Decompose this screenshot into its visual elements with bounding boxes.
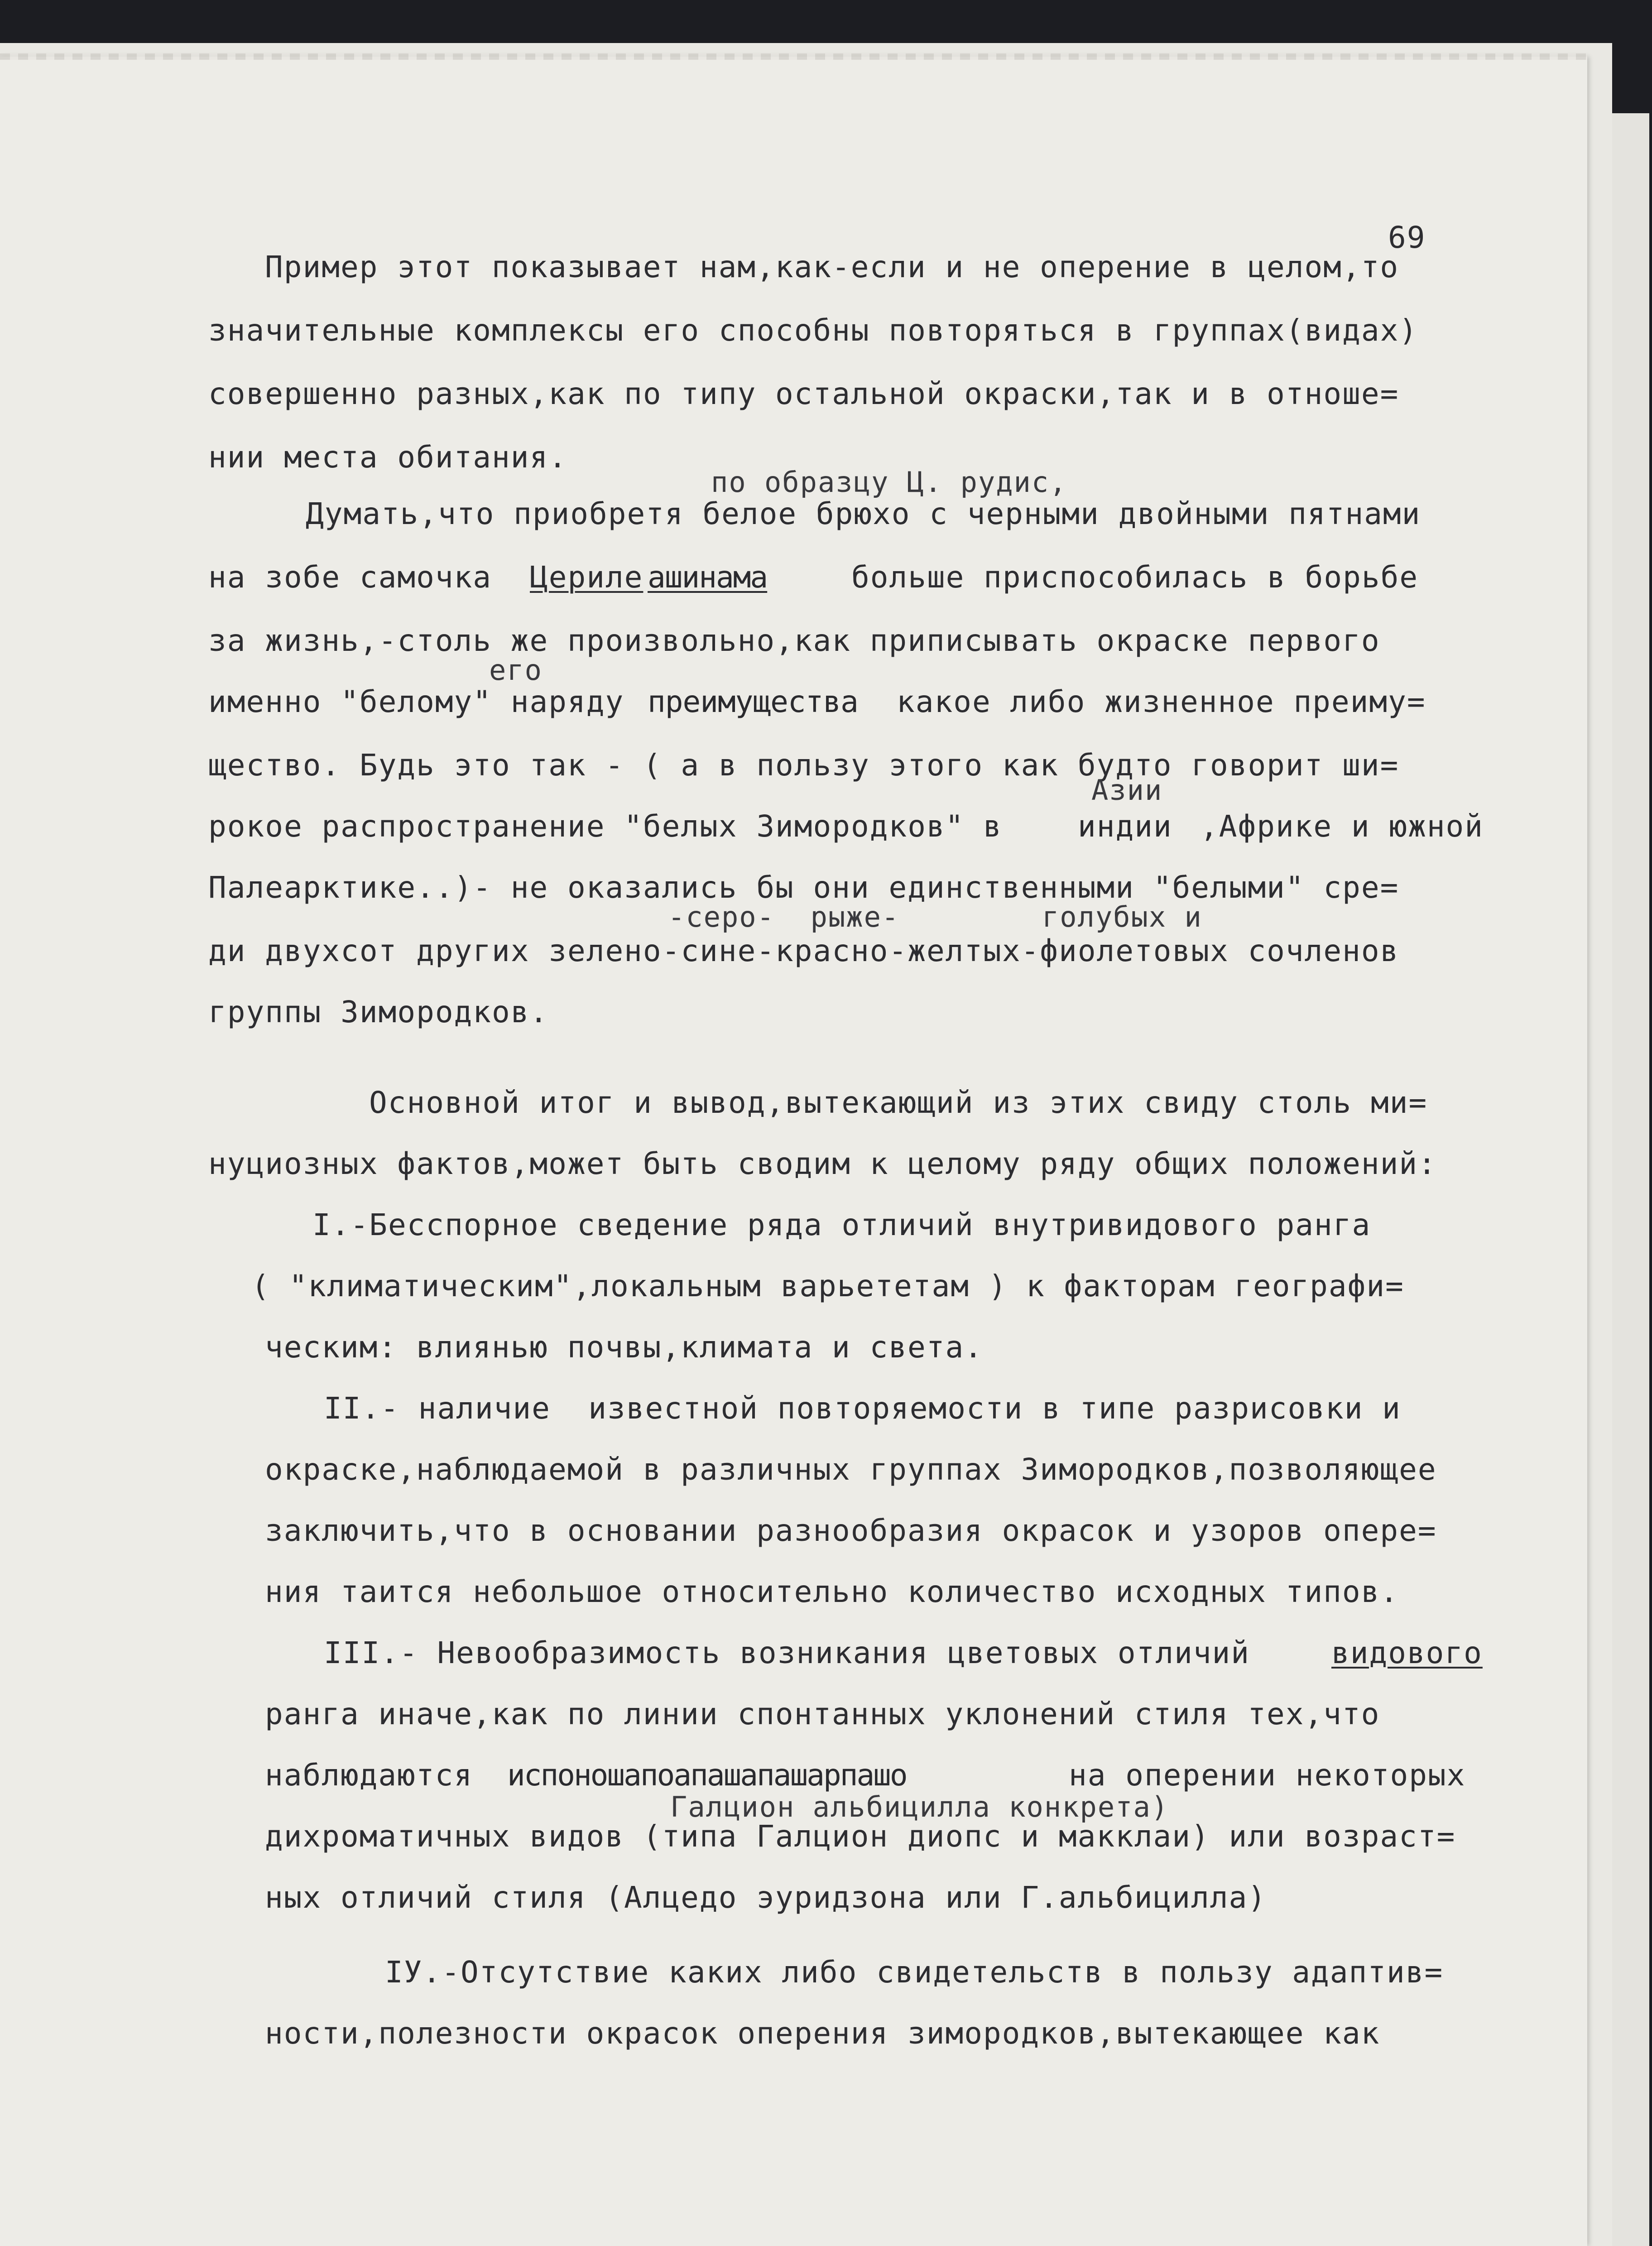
text-line: ности,полезности окрасок оперения зимородков,вытекающее как xyxy=(265,2016,1380,2051)
text-line: II.- наличие известной повторяемости в типе разрисовки и xyxy=(324,1391,1401,1426)
text-line: заключить,что в основании разнообразия окрасок и узоров опере= xyxy=(265,1513,1437,1548)
handwritten-insertion: -серо- рыже- голубых и xyxy=(668,900,1202,933)
text-line: I.-Бесспорное сведение ряда отличий внутривидового ранга xyxy=(312,1207,1371,1242)
text-line: больше приспособилась в борьбе xyxy=(851,560,1419,595)
text-line: именно "белому" наряду xyxy=(208,684,624,719)
struck-out-word: индии xyxy=(1078,809,1172,844)
text-line: на оперении некоторых xyxy=(1069,1758,1466,1793)
text-line: за жизнь,-столь же произвольно,как приписывать окраске первого xyxy=(208,623,1380,658)
handwritten-insertion: по образцу Ц. рудис, xyxy=(711,466,1067,499)
text-line: ранга иначе,как по линии спонтанных уклонений стиля тех,что xyxy=(265,1697,1380,1731)
text-line: ния таится небольшое относительно количество исходных типов. xyxy=(265,1574,1399,1609)
text-line: ( "климатическим",локальным варьететам ) к факторам географи= xyxy=(251,1269,1404,1303)
text-line: III.- Невообразимость возникания цветовых отличий xyxy=(324,1635,1250,1670)
text-line: на зобе самочка xyxy=(208,560,492,595)
text-line: IУ.-Отсутствие каких либо свидетельств в пользу адаптив= xyxy=(385,1955,1444,1990)
text-line: Палеарктике..)- не оказались бы они единственными "белыми" сре= xyxy=(208,870,1399,905)
text-line: совершенно разных,как по типу остальной окраски,так и в отноше= xyxy=(208,376,1399,411)
text-line: нии места обитания. xyxy=(208,440,567,475)
struck-out-word: преимущества xyxy=(648,684,858,719)
torn-top-edge xyxy=(0,53,1587,60)
text-line: группы Зимородков. xyxy=(208,995,549,1029)
text-line: Пример этот показывает нам,как-если и не оперение в целом,то xyxy=(265,250,1399,284)
handwritten-insertion: Азии xyxy=(1091,774,1163,807)
text-line: ческим: влиянью почвы,климата и света. xyxy=(265,1330,983,1365)
text-line: щество. Будь это так - ( а в пользу этого как будто говорит ши= xyxy=(208,748,1399,783)
handwritten-insertion: Галцион альбицилла конкрета) xyxy=(670,1790,1169,1823)
text-line: Основной итог и вывод,вытекающий из этих свиду столь ми= xyxy=(369,1085,1428,1120)
page-number: 69 xyxy=(1388,220,1426,255)
text-line: дихроматичных видов (типа Галцион диопс и макклаи) или возраст= xyxy=(265,1819,1456,1854)
underlined-word: Цериле xyxy=(530,560,644,595)
text-line: наблюдаются xyxy=(265,1758,473,1793)
text-line: ди двухсот других зелено-сине-красно-желтых-фиолетовых сочленов xyxy=(208,933,1399,968)
text-line: рокое распространение "белых Зимородков" в xyxy=(208,809,1002,844)
text-line: окраске,наблюдаемой в различных группах Зимородков,позволяющее xyxy=(265,1452,1437,1487)
text-line: какое либо жизненное преиму= xyxy=(897,684,1426,719)
text-line: ,Африке и южной xyxy=(1200,809,1484,844)
struck-out-word: испоношапоапашапашарпашо xyxy=(507,1758,907,1793)
text-line: значительные комплексы его способны повторяться в группах(видах) xyxy=(208,313,1418,348)
struck-out-word: ашинама xyxy=(648,560,768,595)
text-line: нуциозных фактов,может быть сводим к целому ряду общих положений: xyxy=(208,1146,1437,1181)
text-line: ных отличий стиля (Алцедо эуридзона или Г.альбицилла) xyxy=(265,1880,1267,1915)
handwritten-insertion: его xyxy=(489,654,543,687)
underlined-word: видового xyxy=(1331,1635,1483,1670)
text-line: Думать,что приобретя белое брюхо с черными двойными пятнами xyxy=(306,496,1421,531)
